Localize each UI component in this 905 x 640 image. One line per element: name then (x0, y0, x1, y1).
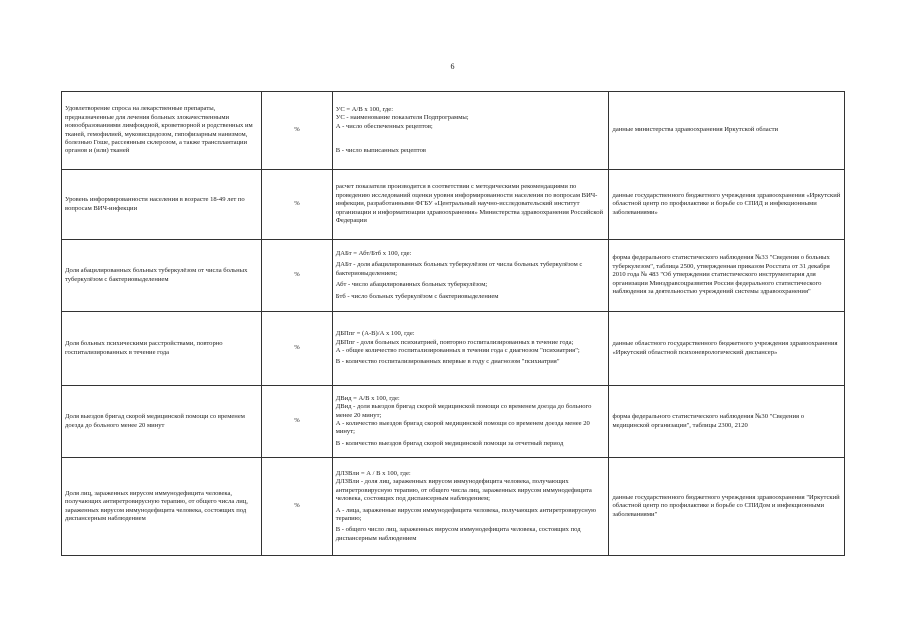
calc-formula: ДАБт = Абт/Бтб х 100, где: (335, 249, 412, 257)
calc-line: А - число обеспеченных рецептов; (335, 122, 433, 130)
table-row (62, 458, 845, 556)
indicator-name: Доля лиц, зараженных вирусом иммунодефицита человека, получающих антиретровирусную терапию, от общего числа лиц, зараженных вирусом иммунодефицита человека, состоящих под диспансерным наблюдением (62, 458, 262, 556)
indicator-source: данные областного государственного бюджетного учреждения здравоохранения «Иркутский областной психоневрологический диспансер» (609, 312, 845, 386)
table-row (62, 170, 845, 240)
indicator-name: Удовлетворение спроса на лекарственные препараты, предназначенные для лечения больных злокачественными новообразованиями лимфоидной, кроветворной и родственных им тканей, гемофилией, муковисцидозом, гипофизарным нанизмом, болезнью Гоше, рассеянным склерозом, а также трансплантации органов и (или) тканей (62, 92, 262, 170)
calc-line: ДАБт - доля абацилированных больных туберкулёзом от числа больных туберкулёзом с бактериовыделением; (335, 261, 583, 277)
indicator-calculation (332, 170, 609, 240)
calc-line: А - общее количество госпитализированных в течении года с диагнозом "психиатрия"; (335, 347, 580, 354)
indicator-calculation (332, 240, 609, 312)
calc-line: А - лица, зараженные вирусом иммунодефицита человека, получающих антиретровирусную терапию; (335, 506, 597, 522)
indicator-calculation (332, 386, 609, 458)
table-row (62, 240, 845, 312)
calc-line: В - количество госпитализированных впервые в году с диагнозом "психиатрия" (335, 358, 560, 366)
calc-line: ДЛЗВли - доля лиц, зараженных вирусом иммунодефицита человека, получающих антиретровирусную терапию, от общего числа лиц, зараженных вирусом иммунодефицита человека, состоящих под диспансерным наблюдением; (335, 478, 592, 503)
indicator-name: Доля больных психическими расстройствами, повторно госпитализированных в течение года (62, 312, 262, 386)
calc-line: УС - наименование показателя Подпрограммы; (335, 114, 469, 122)
calc-line: В - количество выездов бригад скорой медицинской помощи за отчетный период (335, 439, 564, 447)
calc-line: В - число выписанных рецептов (335, 146, 426, 154)
calc-line: Бтб - число больных туберкулёзом с бактериовыделением (335, 292, 499, 300)
indicator-unit: % (262, 386, 332, 458)
table-row (62, 312, 845, 386)
page-number: 6 (450, 62, 455, 71)
calc-line: Абт - число абацилированных больных туберкулёзом; (335, 281, 488, 289)
indicator-unit: % (262, 240, 332, 312)
indicator-unit: % (262, 312, 332, 386)
indicator-source: данные государственного бюджетного учреждения здравоохранения "Иркутский областной центр по профилактике и борьбе со СПИДом и инфекционными заболеваниями" (609, 458, 845, 556)
indicator-source: данные государственного бюджетного учреждения здравоохранения «Иркутский областной центр по профилактике и борьбе со СПИД и инфекционными заболеваниями» (609, 170, 845, 240)
table-row (62, 92, 845, 170)
table-row (62, 386, 845, 458)
indicator-unit: % (262, 458, 332, 556)
indicator-source: данные министерства здравоохранения Иркутской области (609, 92, 845, 170)
calc-formula: ДЛЗВли = А / В х 100, где: (335, 469, 411, 477)
indicator-name: Доля выездов бригад скорой медицинской помощи со временем доезда до больного менее 20 минут (62, 386, 262, 458)
calc-line: ДВид - доля выездов бригад скорой медицинской помощи со временем доезда до больного менее 20 минут; (335, 403, 592, 419)
indicator-source: форма федерального статистического наблюдения №30 "Сведения о медицинской организации", таблицы 2300, 2120 (609, 386, 845, 458)
indicator-source: форма федерального статистического наблюдения №33 "Сведения о больных туберкулезом", таблица 2500, утвержденная приказом Росстата от 31 декабря 2010 года № 483 "Об утверждении статистического инструментария для организации Минздравсоцразвития России федерального статистического наблюдения за деятельностью учреждений системы здравоохранения" (609, 240, 845, 312)
calc-line: В - общего число лиц, зараженных вирусом иммунодефицита человека, состоящих под диспансерным наблюдением (335, 526, 581, 542)
indicator-calculation (332, 312, 609, 386)
calc-formula: ДВид = А/В х 100, где: (335, 394, 400, 402)
indicator-name: Доля абацилированных больных туберкулёзом от числа больных туберкулёзом с бактериовыделением (62, 240, 262, 312)
calc-line: расчет показателя производится в соответствии с методическими рекомендациями по проведению исследований оценки уровня информированности населения по вопросам ВИЧ-инфекции, разработанными ФГБУ «Центральный научно-исследовательский институт организации и информатизации здравоохранения» Министерства здравоохранения Российской Федерации (335, 183, 604, 225)
calc-formula: ДБПпг = (А-В)/А х 100, где: (335, 330, 415, 338)
calc-line: ДБПпг - доля больных психиатрией, повторно госпитализированных в течение года; (335, 338, 574, 346)
indicator-unit: % (262, 170, 332, 240)
indicator-unit: % (262, 92, 332, 170)
indicator-calculation (332, 92, 609, 170)
indicator-calculation (332, 458, 609, 556)
indicator-name: Уровень информированности населения в возрасте 18-49 лет по вопросам ВИЧ-инфекции (62, 170, 262, 240)
calc-line: А - количество выездов бригад скорой медицинской помощи со временем доезда менее 20 минут; (335, 420, 590, 436)
indicators-table (61, 91, 845, 556)
calc-formula: УС = А/В х 100, где: (335, 105, 394, 113)
